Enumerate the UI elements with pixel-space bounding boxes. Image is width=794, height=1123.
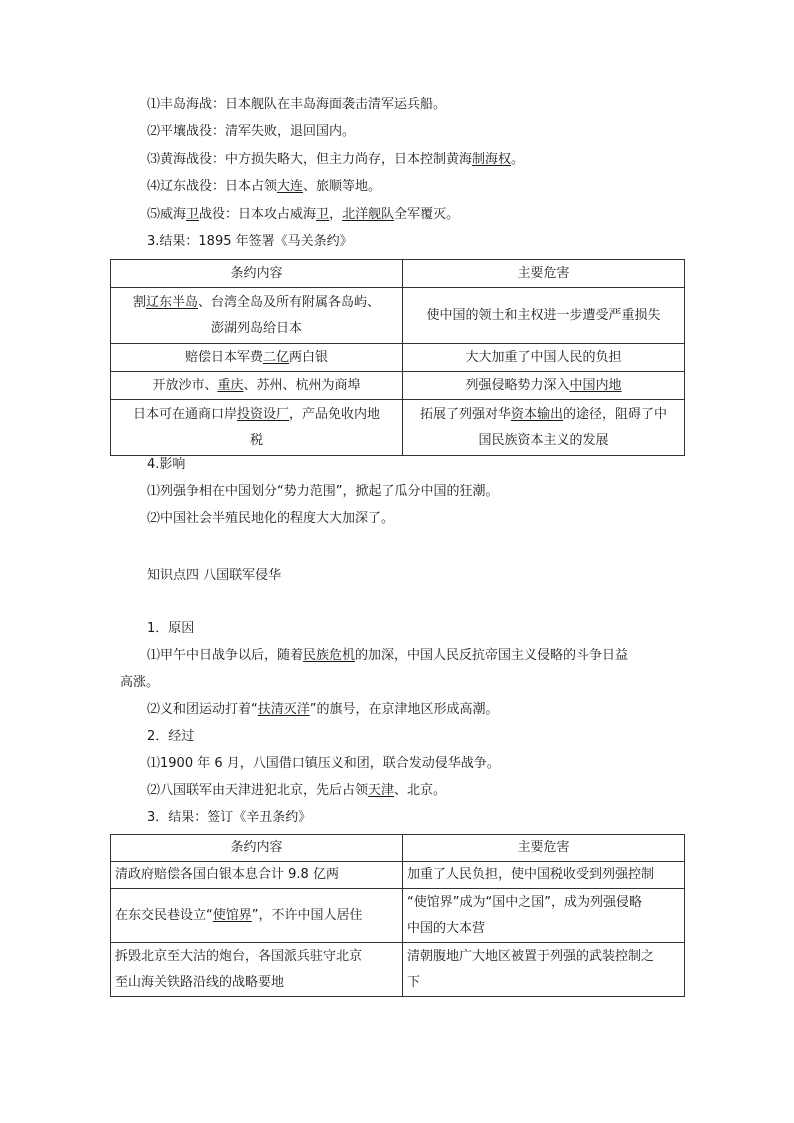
impact-1: ⑴列强争相在中国划分“势力范围”，掀起了瓜分中国的狂潮。 — [147, 484, 499, 499]
section-heading: 知识点四 八国联军侵华 — [147, 568, 282, 583]
process-1: ⑴1900 年 6 月，八国借口镇压义和团，联合发动侵华战争。 — [147, 756, 500, 771]
table-row: 赔偿日本军费二亿两白银 大大加重了中国人民的负担 — [111, 344, 685, 372]
impact-2: ⑵中国社会半殖民地化的程度大大加深了。 — [147, 511, 395, 526]
table-row: 在东交民巷设立“使馆界”，不许中国人居住 “使馆界”成为“国中之国”，成为列强侵略 中国的大本营 — [111, 889, 685, 943]
process-heading: 2．经过 — [147, 729, 195, 744]
result-heading-2: 3．结果：签订《辛丑条约》 — [147, 810, 312, 825]
table-header-harm: 主要危害 — [403, 260, 685, 288]
battle-3: ⑶黄海战役：中方损失略大，但主力尚存，日本控制黄海制海权。 — [147, 152, 525, 167]
battle-2: ⑵平壤战役：清军失败，退回国内。 — [147, 124, 356, 139]
table-header-harm: 主要危害 — [403, 835, 685, 862]
table-row: 清政府赔偿各国白银本息合计 9.8 亿两 加重了人民负担，使中国税收受到列强控制 — [111, 862, 685, 889]
result-heading: 3.结果：1895 年签署《马关条约》 — [147, 234, 353, 249]
cause-1-continued: 高涨。 — [120, 675, 160, 690]
cause-1: ⑴甲午中日战争以后，随着民族危机的加深，中国人民反抗帝国主义侵略的斗争日益 — [147, 648, 629, 663]
table-row: 日本可在通商口岸投资设厂，产品免收内地 税 拓展了列强对华资本输出的途径，阻碍了中 国民族资本主义的发展 — [111, 400, 685, 456]
table-row: 割辽东半岛、台湾全岛及所有附属各岛屿、 澎湖列岛给日本 使中国的领土和主权进一步遭受严重损失 — [111, 288, 685, 344]
treaty-table-shimonoseki — [110, 259, 685, 456]
treaty-table-boxer — [110, 834, 685, 997]
table-header-content: 条约内容 — [111, 835, 403, 862]
table-row: 拆毁北京至大沽的炮台，各国派兵驻守北京 至山海关铁路沿线的战略要地 清朝腹地广大地区被置于列强的武装控制之 下 — [111, 943, 685, 997]
impact-heading: 4.影响 — [147, 457, 186, 472]
battle-1: ⑴丰岛海战：日本舰队在丰岛海面袭击清军运兵船。 — [147, 97, 447, 112]
cause-heading: 1．原因 — [147, 621, 195, 636]
process-2: ⑵八国联军由天津进犯北京，先后占领天津、北京。 — [147, 783, 447, 798]
table-header-content: 条约内容 — [111, 260, 403, 288]
cause-2: ⑵义和团运动打着“扶清灭洋”的旗号，在京津地区形成高潮。 — [147, 702, 499, 717]
battle-5: ⑸威海卫战役：日本攻占威海卫，北洋舰队全军覆灭。 — [147, 207, 460, 222]
table-row: 开放沙市、重庆、苏州、杭州为商埠 列强侵略势力深入中国内地 — [111, 372, 685, 400]
battle-4: ⑷辽东战役：日本占领大连、旅顺等地。 — [147, 179, 382, 194]
